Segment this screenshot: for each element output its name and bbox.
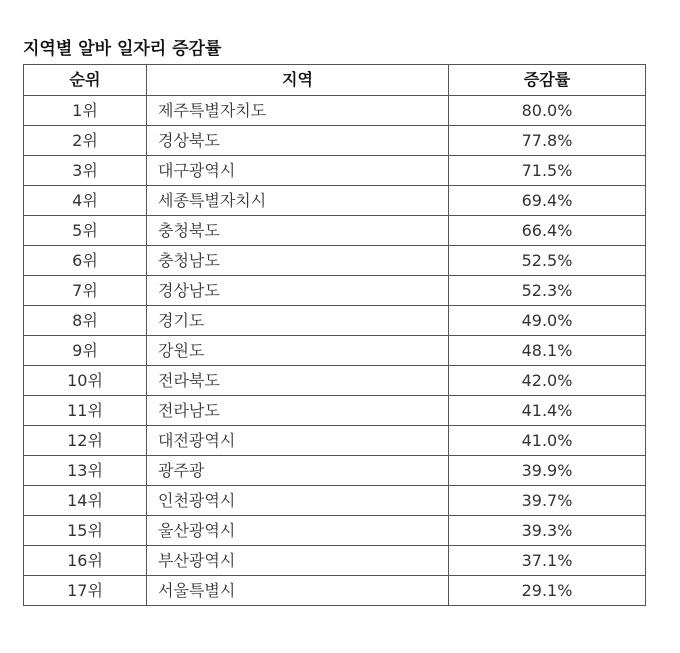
region-cell: 세종특별자치시 (147, 186, 449, 216)
table-header-row (24, 65, 646, 96)
header-rate: 증감률 (449, 65, 646, 96)
rank-cell: 13위 (24, 456, 147, 486)
rank-cell: 7위 (24, 276, 147, 306)
region-cell: 경상북도 (147, 126, 449, 156)
table-row (24, 546, 646, 576)
region-cell: 제주특별자치도 (147, 96, 449, 126)
region-cell: 울산광역시 (147, 516, 449, 546)
table-row (24, 336, 646, 366)
rank-cell: 5위 (24, 216, 147, 246)
rate-cell: 48.1% (449, 336, 646, 366)
table-row (24, 396, 646, 426)
table-row (24, 486, 646, 516)
rate-cell: 39.9% (449, 456, 646, 486)
region-cell: 대구광역시 (147, 156, 449, 186)
rank-cell: 16위 (24, 546, 147, 576)
rank-cell: 3위 (24, 156, 147, 186)
header-region: 지역 (147, 65, 449, 96)
table-row (24, 306, 646, 336)
table-row (24, 426, 646, 456)
region-cell: 강원도 (147, 336, 449, 366)
rank-cell: 1위 (24, 96, 147, 126)
rank-cell: 12위 (24, 426, 147, 456)
rank-cell: 14위 (24, 486, 147, 516)
rate-cell: 52.3% (449, 276, 646, 306)
rate-cell: 52.5% (449, 246, 646, 276)
table-body (24, 96, 646, 606)
region-cell: 부산광역시 (147, 546, 449, 576)
rate-cell: 80.0% (449, 96, 646, 126)
region-cell: 충청북도 (147, 216, 449, 246)
table-row (24, 366, 646, 396)
table-row (24, 96, 646, 126)
rate-cell: 39.7% (449, 486, 646, 516)
rank-cell: 10위 (24, 366, 147, 396)
region-cell: 전라북도 (147, 366, 449, 396)
rate-cell: 29.1% (449, 576, 646, 606)
rank-cell: 2위 (24, 126, 147, 156)
rate-cell: 77.8% (449, 126, 646, 156)
rate-cell: 41.4% (449, 396, 646, 426)
table-row (24, 456, 646, 486)
region-cell: 충청남도 (147, 246, 449, 276)
table-row (24, 576, 646, 606)
table-row (24, 126, 646, 156)
rank-cell: 8위 (24, 306, 147, 336)
rank-cell: 4위 (24, 186, 147, 216)
rank-cell: 6위 (24, 246, 147, 276)
rank-cell: 9위 (24, 336, 147, 366)
rate-cell: 42.0% (449, 366, 646, 396)
rate-cell: 41.0% (449, 426, 646, 456)
table-row (24, 246, 646, 276)
region-cell: 경상남도 (147, 276, 449, 306)
table-row (24, 156, 646, 186)
table-row (24, 216, 646, 246)
rank-cell: 17위 (24, 576, 147, 606)
region-cell: 경기도 (147, 306, 449, 336)
region-cell: 광주광 (147, 456, 449, 486)
table-row (24, 276, 646, 306)
region-cell: 인천광역시 (147, 486, 449, 516)
rate-cell: 37.1% (449, 546, 646, 576)
rate-cell: 66.4% (449, 216, 646, 246)
table-row (24, 516, 646, 546)
rate-cell: 49.0% (449, 306, 646, 336)
region-cell: 대전광역시 (147, 426, 449, 456)
rank-cell: 11위 (24, 396, 147, 426)
rate-cell: 71.5% (449, 156, 646, 186)
table-title: 지역별 알바 일자리 증감률 (23, 39, 222, 59)
region-growth-table (23, 64, 646, 606)
region-cell: 전라남도 (147, 396, 449, 426)
region-cell: 서울특별시 (147, 576, 449, 606)
rate-cell: 39.3% (449, 516, 646, 546)
rate-cell: 69.4% (449, 186, 646, 216)
header-rank: 순위 (24, 65, 147, 96)
table-row (24, 186, 646, 216)
rank-cell: 15위 (24, 516, 147, 546)
